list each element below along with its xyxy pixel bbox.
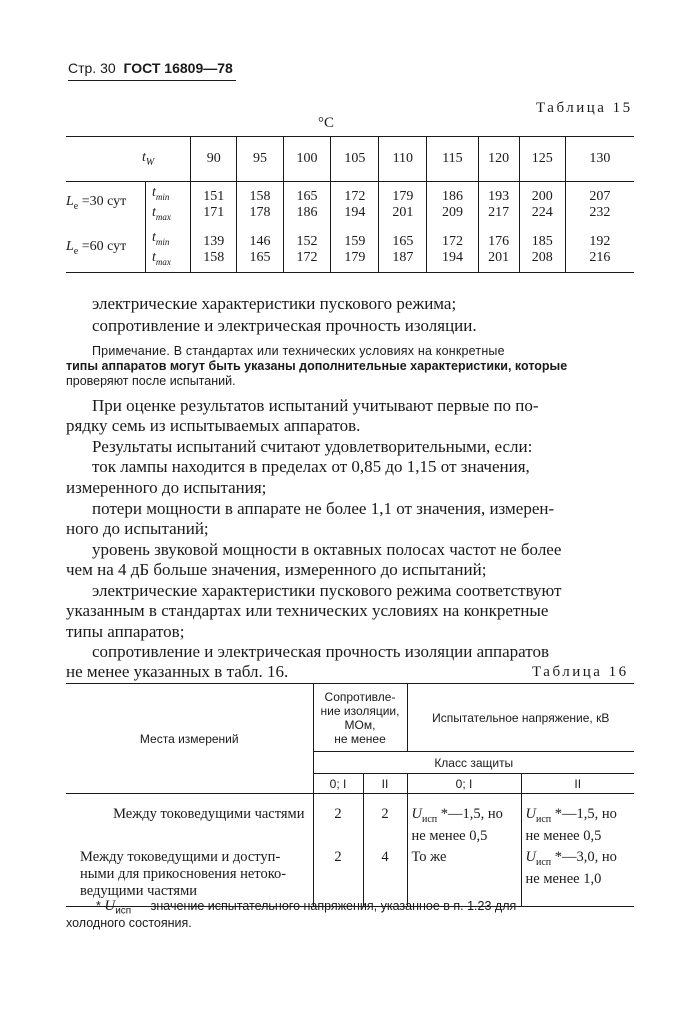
table-cell: 176 201 <box>478 227 519 273</box>
table-cell: 159 179 <box>331 227 379 273</box>
class-col: II <box>521 774 634 794</box>
body-line: типы аппаратов; <box>66 622 185 641</box>
row-r2: 4 <box>363 845 407 907</box>
row-label: $L_e =30$ сут <box>66 194 127 212</box>
row-r1: 2 <box>313 794 363 845</box>
col-header-voltage: Испытательное напряжение, кВ <box>407 684 634 752</box>
table-cell: 207 232 <box>565 182 634 228</box>
body-line: сопротивление и электрическая прочность изоляции аппаратов <box>92 642 550 661</box>
table-cell: 172 194 <box>427 227 478 273</box>
table-cell: 152 172 <box>283 227 331 273</box>
body-line: уровень звуковой мощности в октавных полосах частот не более <box>92 540 562 559</box>
body-line: Результаты испытаний считают удовлетворительными, если: <box>92 437 533 456</box>
tw-header: $t_W$ <box>66 137 191 182</box>
table15 <box>66 136 634 273</box>
row-label: $L_e =60$ сут <box>66 227 146 273</box>
table-cell: 193 217 <box>478 182 519 228</box>
note-line: Примечание. В стандартах или технических условиях на конкретные <box>92 344 505 358</box>
table16-caption: Таблица 16 <box>532 664 629 680</box>
row-place: Между токоведущими и доступ- ными для прикосновения нетоко- ведущими частями <box>66 845 313 907</box>
table15-row-60 <box>66 227 634 273</box>
col-header-resistance: Сопротивле- ние изоляции, МОм, не менее <box>313 684 407 752</box>
col-header: 125 <box>519 137 565 182</box>
class-col: 0; I <box>313 774 363 794</box>
table-cell: 146 165 <box>237 227 283 273</box>
row-v2: $U_{исп}$ *—3,0, но не менее 1,0 <box>521 845 634 907</box>
col-header: 115 <box>427 137 478 182</box>
col-header: 105 <box>331 137 379 182</box>
table16 <box>66 683 634 907</box>
table15-header-row <box>66 137 634 182</box>
table-cell: 151 171 <box>191 182 237 228</box>
footnote-line: * $U_{исп}$ — значение испытательного напряжения, указанное в п. 1.23 для <box>96 898 517 917</box>
table-cell: 185 208 <box>519 227 565 273</box>
class-col: II <box>363 774 407 794</box>
note-line: проверяют после испытаний. <box>66 374 236 388</box>
row-place: Между токоведущими частями <box>113 806 305 822</box>
table15-row-30 <box>66 182 634 228</box>
body-line: потери мощности в аппарате не более 1,1 от значения, измерен- <box>92 499 555 518</box>
note-line: типы аппаратов могут быть указаны дополнительные характеристики, которые <box>66 359 568 373</box>
body-line: ток лампы находится в пределах от 0,85 до 1,15 от значения, <box>92 457 530 476</box>
col-header: 110 <box>379 137 427 182</box>
col-header-places: Места измерений <box>66 684 313 794</box>
table-cell: 139 158 <box>191 227 237 273</box>
table-cell: 165 187 <box>379 227 427 273</box>
standard-number: ГОСТ 16809—78 <box>123 60 233 76</box>
table-cell: 165 186 <box>283 182 331 228</box>
table-cell: 192 216 <box>565 227 634 273</box>
col-header: 120 <box>478 137 519 182</box>
body-line: измеренного до испытания; <box>66 478 267 497</box>
body-line: ного до испытаний; <box>66 519 209 538</box>
tmin-tmax-label: $t_{min}$ $t_{max}$ <box>146 227 191 273</box>
table15-caption: Таблица 15 <box>536 100 633 116</box>
body-line: чем на 4 дБ больше значения, измеренного до испытаний; <box>66 560 487 579</box>
table-cell: 158 178 <box>237 182 283 228</box>
tmin-tmax-label: $t_{min}$ $t_{max}$ <box>146 182 191 228</box>
row-v1: $U_{исп}$ *—1,5, но не менее 0,5 <box>407 794 521 845</box>
body-line: рядку семь из испытываемых аппаратов. <box>66 416 361 435</box>
col-header: 95 <box>237 137 283 182</box>
footnote-star: * <box>96 899 101 913</box>
table16-row <box>66 794 634 845</box>
row-r1: 2 <box>313 845 363 907</box>
row-v1: То же <box>407 845 521 907</box>
protection-class-header: Класс защиты <box>313 752 634 774</box>
header-rule <box>68 80 236 81</box>
body-line: указанным в стандартах или технических условиях на конкретные <box>66 601 549 620</box>
body-line: электрические характеристики пускового режима соответствуют <box>92 581 562 600</box>
table15-unit: °C <box>318 115 335 131</box>
row-r2: 2 <box>363 794 407 845</box>
table-cell: 172 194 <box>331 182 379 228</box>
body-line: При оценке результатов испытаний учитывают первые по по- <box>92 396 539 415</box>
page-header <box>68 60 233 76</box>
table-cell: 179 201 <box>379 182 427 228</box>
table-cell: 200 224 <box>519 182 565 228</box>
intro-line: электрические характеристики пускового режима; <box>92 294 457 313</box>
table16-header-row <box>66 684 634 752</box>
col-header: 130 <box>565 137 634 182</box>
col-header: 100 <box>283 137 331 182</box>
footnote-line: холодного состояния. <box>66 916 192 930</box>
intro-line: сопротивление и электрическая прочность изоляции. <box>92 316 477 335</box>
page-label: Стр. 30 <box>68 60 116 76</box>
table-cell: 186 209 <box>427 182 478 228</box>
body-line: не менее указанных в табл. 16. <box>66 662 289 681</box>
col-header: 90 <box>191 137 237 182</box>
row-v2: $U_{исп}$ *—1,5, но не менее 0,5 <box>521 794 634 845</box>
class-col: 0; I <box>407 774 521 794</box>
